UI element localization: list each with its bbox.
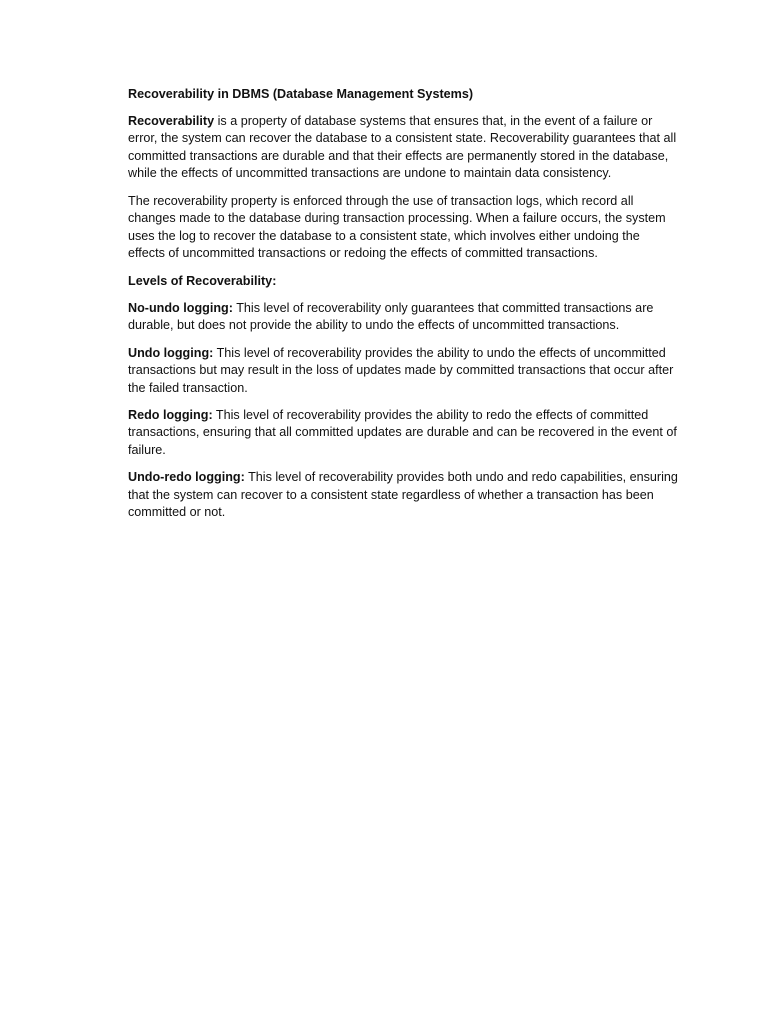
levels-heading: Levels of Recoverability: [128,273,277,288]
document-page [128,86,680,532]
level-description: This level of recoverability provides the ability to redo the effects of committed transactions, ensuring that all committed updates are durable and can be recovered in the event of failure. [128,407,677,458]
level-undo [128,345,680,398]
document-title: Recoverability in DBMS (Database Management Systems) [128,87,474,101]
log-paragraph: The recoverability property is enforced through the use of transaction logs, which record all changes made to the database during transaction processing. When a failure occurs, the system uses the log to recover the database to a consistent state, which involves either undoing the effects of uncommitted transactions or redoing the effects of committed transactions. [128,193,666,261]
level-term: No-undo logging: [128,300,233,315]
level-undo-redo [128,469,680,522]
level-description: This level of recoverability provides the ability to undo the effects of uncommitted transactions but may result in the loss of updates made by committed transactions that occur after the failed transaction. [128,345,674,395]
level-no-undo [128,300,680,335]
level-description: This level of recoverability only guarantees that committed transactions are durable, but does not provide the ability to undo the effects of uncommitted transactions. [128,300,654,333]
intro-term: Recoverability [128,113,215,128]
intro-text: is a property of database systems that ensures that, in the event of a failure or error, the system can recover the database to a consistent state. Recoverability guarantees that all committed transactions are durable and that their effects are permanently stored in the database, while the effects of uncommitted transactions are undone to maintain data consistency. [128,113,677,181]
level-term: Undo logging: [128,345,214,360]
level-term: Redo logging: [128,407,213,422]
intro-paragraph [128,113,680,183]
level-description: This level of recoverability provides both undo and redo capabilities, ensuring that the system can recover to a consistent state regardless of whether a transaction has been committed or not. [128,470,678,520]
level-term: Undo-redo logging: [128,470,245,485]
level-redo [128,407,680,460]
